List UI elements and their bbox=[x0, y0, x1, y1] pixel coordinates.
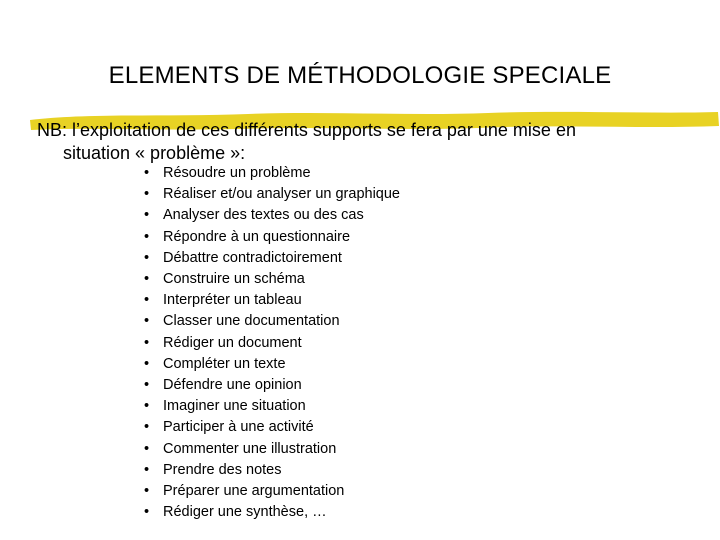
bullet-icon: • bbox=[144, 292, 150, 309]
list-item-text: Commenter une illustration bbox=[163, 440, 337, 457]
list-item-text: Défendre une opinion bbox=[163, 377, 302, 394]
list-item bbox=[144, 375, 400, 396]
list-item bbox=[144, 439, 400, 460]
list-item bbox=[144, 481, 400, 502]
bullet-icon: • bbox=[144, 419, 150, 436]
list-item bbox=[144, 227, 400, 248]
list-item-text: Participer à une activité bbox=[163, 419, 314, 436]
list-item bbox=[144, 269, 400, 290]
list-item-text: Résoudre un problème bbox=[163, 165, 311, 181]
list-item-text: Rédiger un document bbox=[163, 334, 302, 351]
bullet-icon: • bbox=[144, 313, 150, 330]
bullet-icon: • bbox=[144, 249, 150, 266]
bullet-icon: • bbox=[144, 398, 150, 415]
list-item-text: Débattre contradictoirement bbox=[163, 249, 342, 266]
bullet-icon: • bbox=[144, 334, 150, 351]
list-item-text: Préparer une argumentation bbox=[163, 483, 345, 500]
list-item bbox=[144, 417, 400, 438]
bullet-icon: • bbox=[144, 165, 150, 181]
list-item-text: Compléter un texte bbox=[163, 355, 286, 372]
bullet-list bbox=[144, 163, 400, 523]
bullet-icon: • bbox=[144, 186, 150, 203]
bullet-icon: • bbox=[144, 377, 150, 394]
list-item bbox=[144, 248, 400, 269]
list-item bbox=[144, 311, 400, 332]
list-item bbox=[144, 333, 400, 354]
list-item-text: Construire un schéma bbox=[163, 271, 305, 288]
slide-title: ELEMENTS DE MÉTHODOLOGIE SPECIALE bbox=[108, 62, 612, 89]
bullet-icon: • bbox=[144, 355, 150, 372]
list-item-text: Réaliser et/ou analyser un graphique bbox=[163, 186, 400, 203]
bullet-icon: • bbox=[144, 228, 150, 245]
list-item bbox=[144, 460, 400, 481]
nb-line-1: NB: l’exploitation de ces différents supports se fera par une mise en bbox=[37, 120, 576, 140]
bullet-icon: • bbox=[144, 271, 150, 288]
bullet-icon: • bbox=[144, 483, 150, 500]
list-item-text: Imaginer une situation bbox=[163, 398, 306, 415]
bullet-icon: • bbox=[144, 504, 150, 521]
list-item bbox=[144, 290, 400, 311]
list-item bbox=[144, 205, 400, 226]
list-item-text: Analyser des textes ou des cas bbox=[163, 207, 364, 224]
nb-paragraph bbox=[37, 119, 697, 165]
list-item-text: Rédiger une synthèse, … bbox=[163, 504, 327, 521]
nb-line-2: situation « problème »: bbox=[63, 143, 246, 163]
list-item-text: Interpréter un tableau bbox=[163, 292, 302, 309]
list-item-text: Classer une documentation bbox=[163, 313, 340, 330]
list-item bbox=[144, 184, 400, 205]
bullet-icon: • bbox=[144, 461, 150, 478]
list-item-text: Prendre des notes bbox=[163, 461, 282, 478]
list-item bbox=[144, 163, 400, 184]
list-item bbox=[144, 502, 400, 523]
list-item bbox=[144, 354, 400, 375]
list-item bbox=[144, 396, 400, 417]
list-item-text: Répondre à un questionnaire bbox=[163, 228, 351, 245]
bullet-icon: • bbox=[144, 440, 150, 457]
bullet-icon: • bbox=[144, 207, 150, 224]
